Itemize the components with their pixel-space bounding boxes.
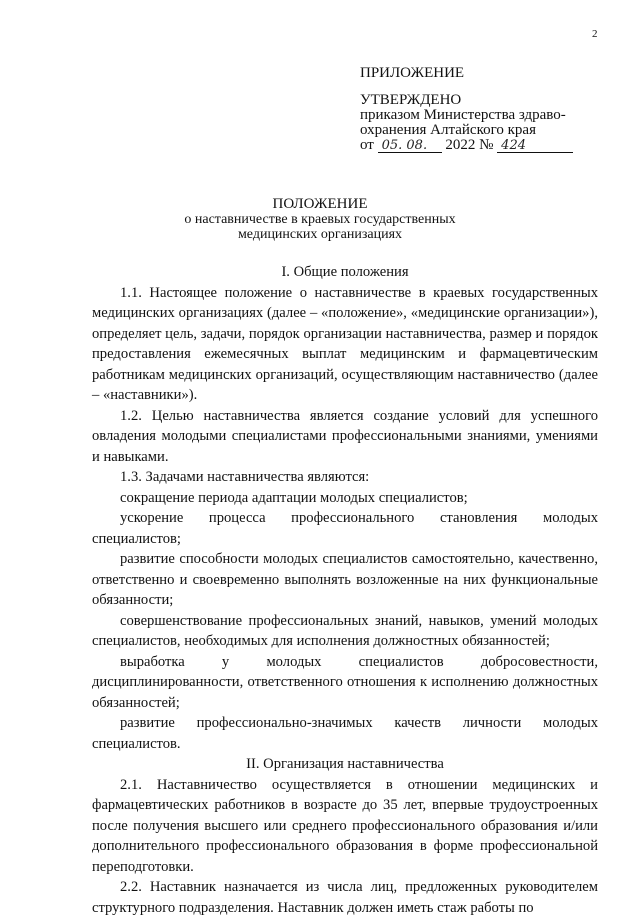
approved-label: УТВЕРЖДЕНО (360, 92, 462, 108)
title-subtitle-1: о наставничестве в краевых государственных (184, 212, 456, 227)
order-line-2: охранения Алтайского края (360, 122, 536, 138)
handwritten-date: 05. 08. (378, 139, 442, 153)
date-prefix: от (360, 137, 374, 153)
task-item: выработка у молодых специалистов добросовестности, дисциплинированности, ответственного отношения к исполнению должностных обязанностей; (92, 653, 598, 711)
task-item: совершенствование профессиональных знаний, навыков, умений молодых специалистов, необходимых для исполнения должностных обязанностей; (92, 612, 598, 649)
paragraph-2-2: 2.2. Наставник назначается из числа лиц, предложенных руководителем структурного подразделения. Наставник должен иметь стаж работы по (92, 879, 598, 916)
task-item: развитие профессионально-значимых качеств личности молодых специалистов. (92, 715, 598, 752)
section-heading-organization: II. Организация наставничества (246, 756, 444, 772)
task-item: ускорение процесса профессионального становления молодых специалистов; (92, 510, 598, 547)
paragraph-2-1: 2.1. Наставничество осуществляется в отношении медицинских и фармацевтических работников в возрасте до 35 лет, впервые трудоустроенных после получения высшего или среднего профессионального образования и/или дополнительного профессионального образования в форме профессиональной переподготовки. (92, 776, 598, 875)
task-item: сокращение периода адаптации молодых специалистов; (120, 489, 468, 506)
order-line-1: приказом Министерства здраво- (360, 107, 566, 123)
appendix-block (360, 66, 610, 153)
task-item: развитие способности молодых специалистов самостоятельно, качественно, ответственно и своевременно выполнять возложенные на них функциональные обязанности; (92, 551, 598, 608)
order-date-line (360, 138, 610, 153)
page-number: 2 (592, 28, 598, 40)
order-year: 2022 (445, 137, 476, 153)
title-subtitle-2: медицинских организациях (237, 227, 403, 242)
paragraph-1-1: 1.1. Настоящее положение о наставничестве в краевых государственных медицинских организациях (далее – «положение», «медицинские организации»), определяет цель, задачи, порядок организации наставничества, размер и порядок предоставления ежемесячных выплат медицинским и фармацевтическим работникам медицинских организаций, осуществляющим наставничество (далее – «наставники»). (92, 284, 598, 403)
handwritten-number: 424 (497, 139, 573, 153)
appendix-label: ПРИЛОЖЕНИЕ (360, 65, 465, 81)
document-body (92, 262, 598, 918)
paragraph-1-2: 1.2. Целью наставничества является создание условий для успешного овладения молодыми специалистами профессиональными знаниями, умениями и навыками. (92, 407, 598, 465)
section-heading-general: I. Общие положения (281, 264, 409, 280)
title-main: ПОЛОЖЕНИЕ (272, 196, 368, 212)
paragraph-1-3: 1.3. Задачами наставничества являются: (120, 469, 370, 485)
number-prefix: № (479, 137, 494, 153)
document-title (0, 196, 640, 242)
